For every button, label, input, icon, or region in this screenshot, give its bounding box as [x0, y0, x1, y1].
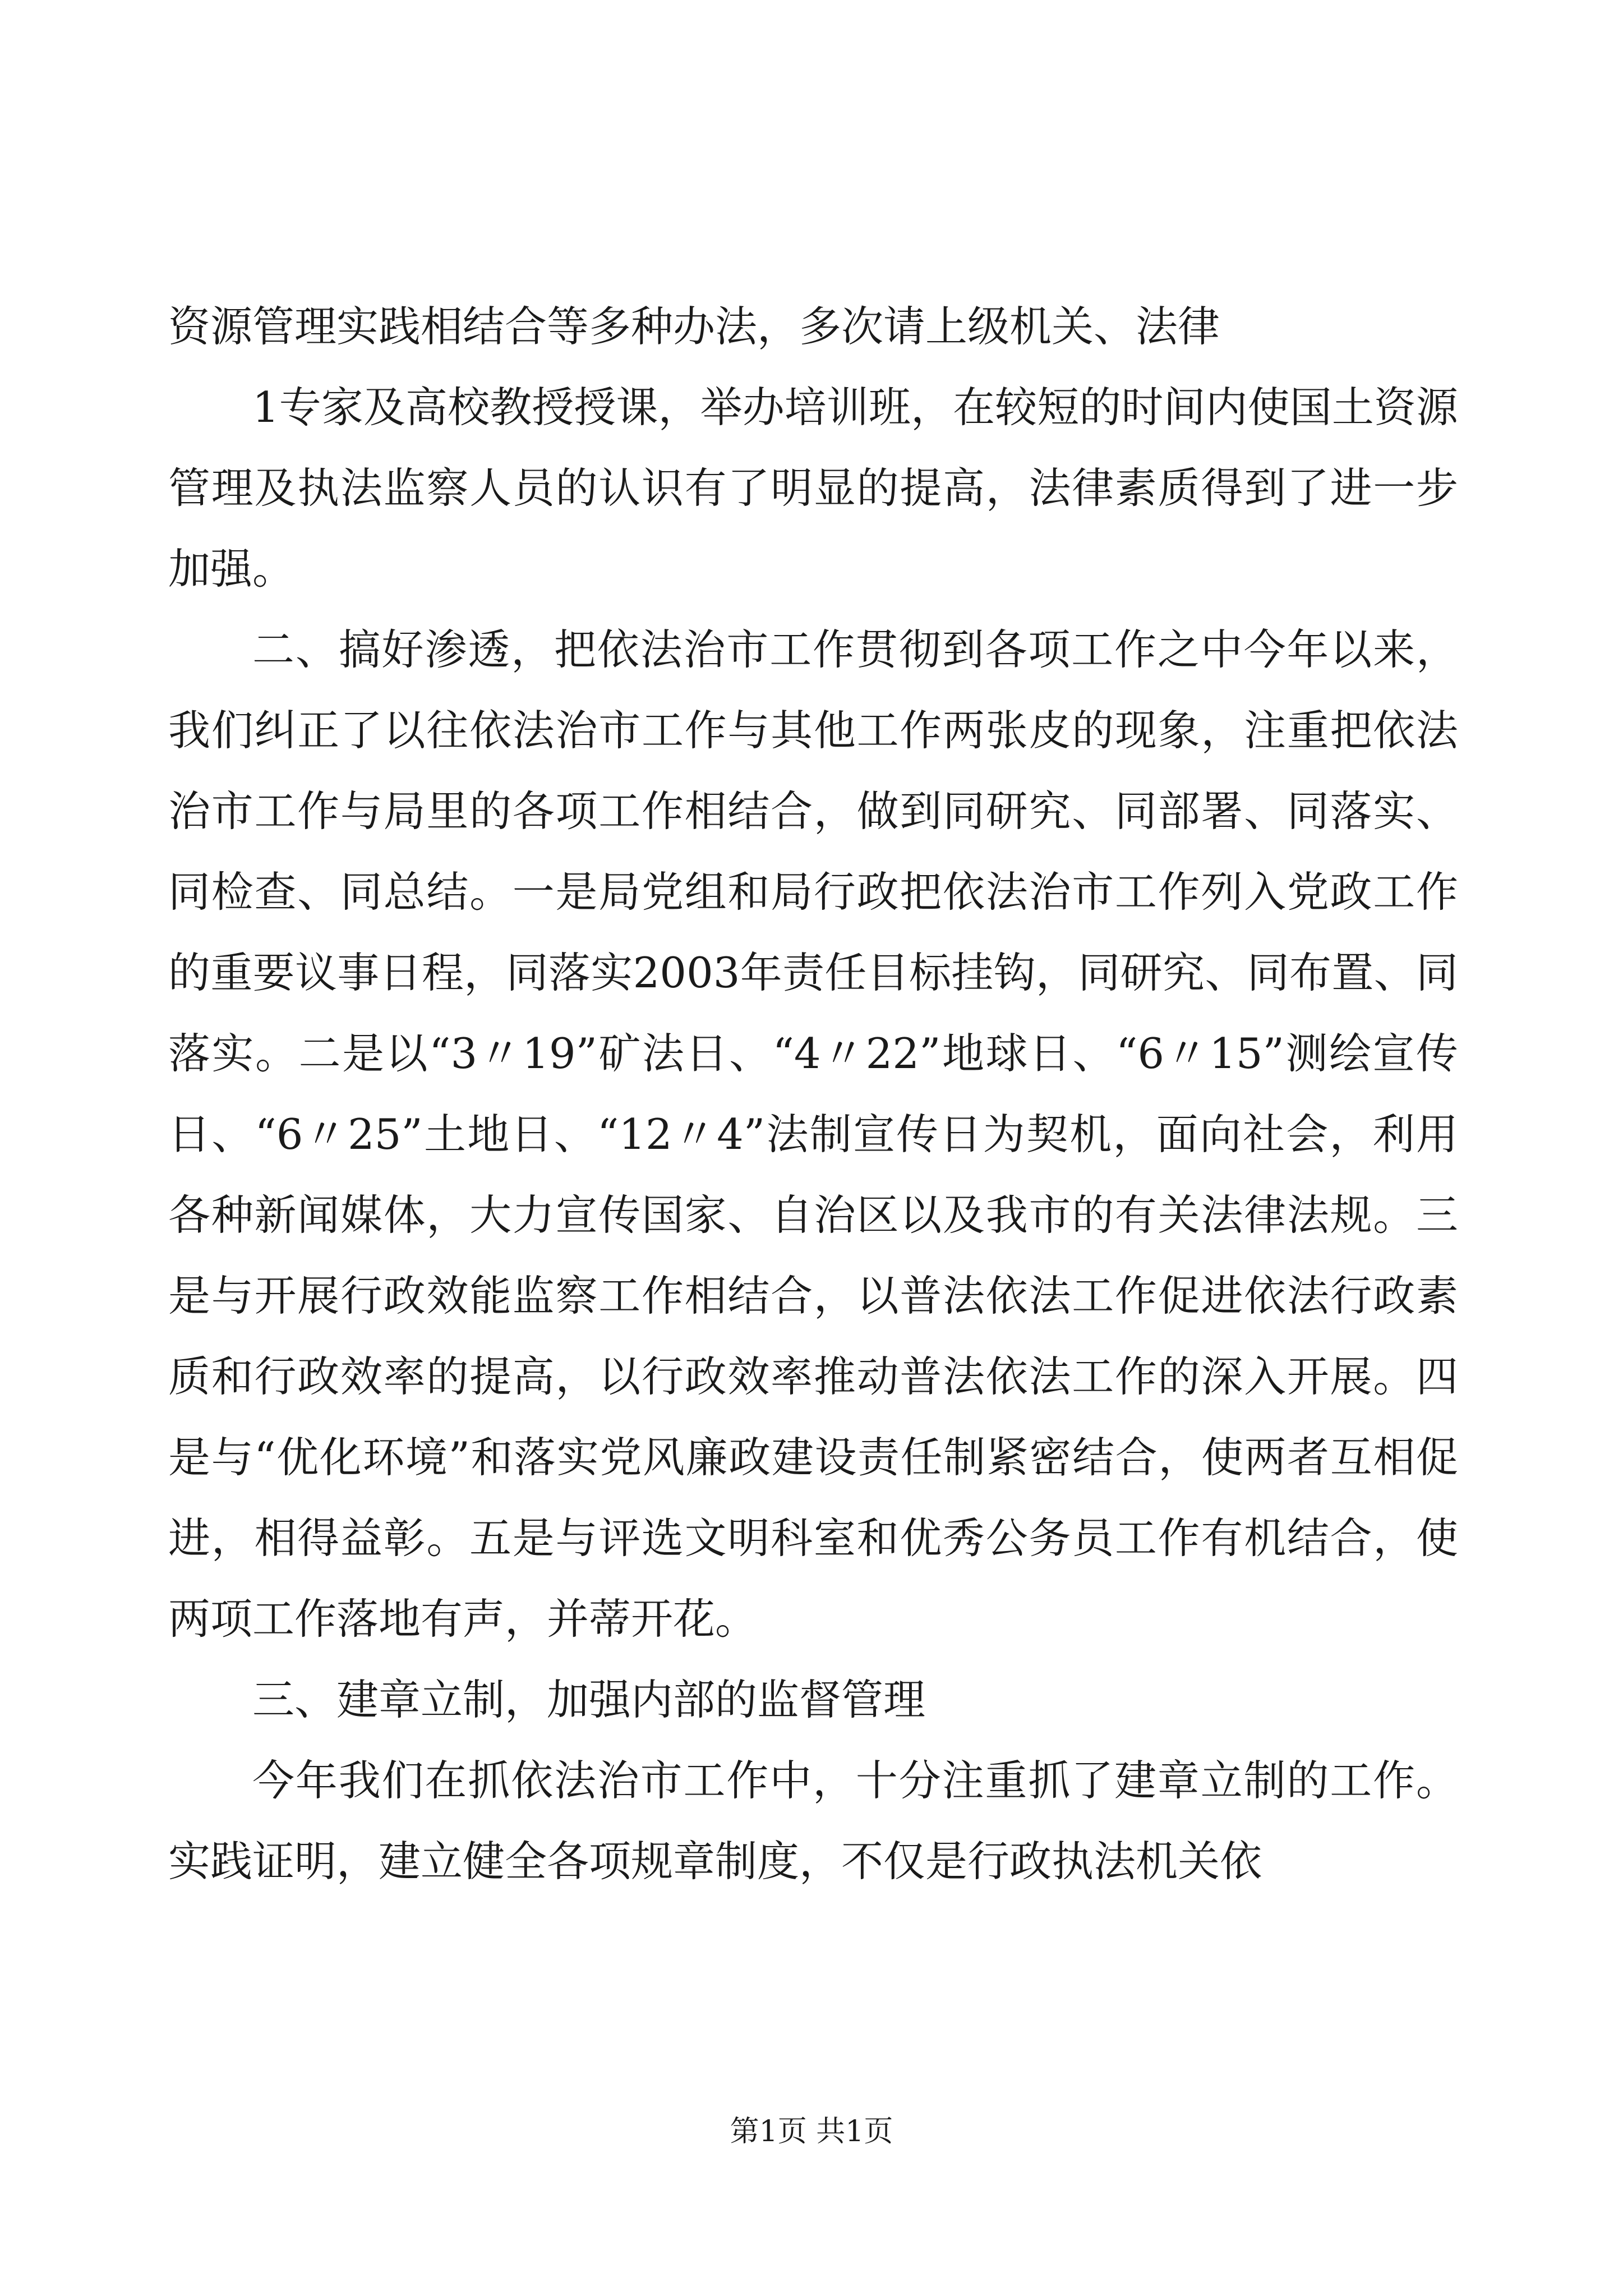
page-footer: [0, 2114, 1623, 2150]
section-heading-3: 三、建章立制，加强内部的监督管理: [252, 1675, 926, 1724]
document-body: [168, 286, 1458, 1902]
paragraph-2: 1专家及高校教授授课，举办培训班，在较短的时间内使国土资源管理及执法监察人员的认识有了明显的提高，法律素质得到了进一步加强。: [168, 383, 1458, 593]
paragraph-1: 资源管理实践相结合等多种办法，多次请上级机关、法律: [168, 302, 1220, 351]
paragraph-5: 今年我们在抓依法治市工作中，十分注重抓了建章立制的工作。实践证明，建立健全各项规章制度，不仅是行政执法机关依: [168, 1756, 1458, 1886]
paragraph-3: 二、搞好渗透，把依法治市工作贯彻到各项工作之中今年以来，我们纠正了以往依法治市工作与其他工作两张皮的现象，注重把依法治市工作与局里的各项工作相结合，做到同研究、同部署、同落实、同检查、同总结。一是局党组和局行政把依法治市工作列入党政工作的重要议事日程，同落实2003年责任目标挂钩，同研究、同布置、同落实。二是以“3〃19”矿法日、“4〃22”地球日、“6〃15”测绘宣传日、“6〃25”土地日、“12〃4”法制宣传日为契机，面向社会，利用各种新闻媒体，大力宣传国家、自治区以及我市的有关法律法规。三是与开展行政效能监察工作相结合，以普法依法工作促进依法行政素质和行政效率的提高，以行政效率推动普法依法工作的深入开展。四是与“优化环境”和落实党风廉政建设责任制紧密结合，使两者互相促进，相得益彰。五是与评选文明科室和优秀公务员工作有机结合，使两项工作落地有声，并蒂开花。: [168, 625, 1458, 1644]
page-number-label: 第1页 共1页: [730, 2115, 893, 2148]
